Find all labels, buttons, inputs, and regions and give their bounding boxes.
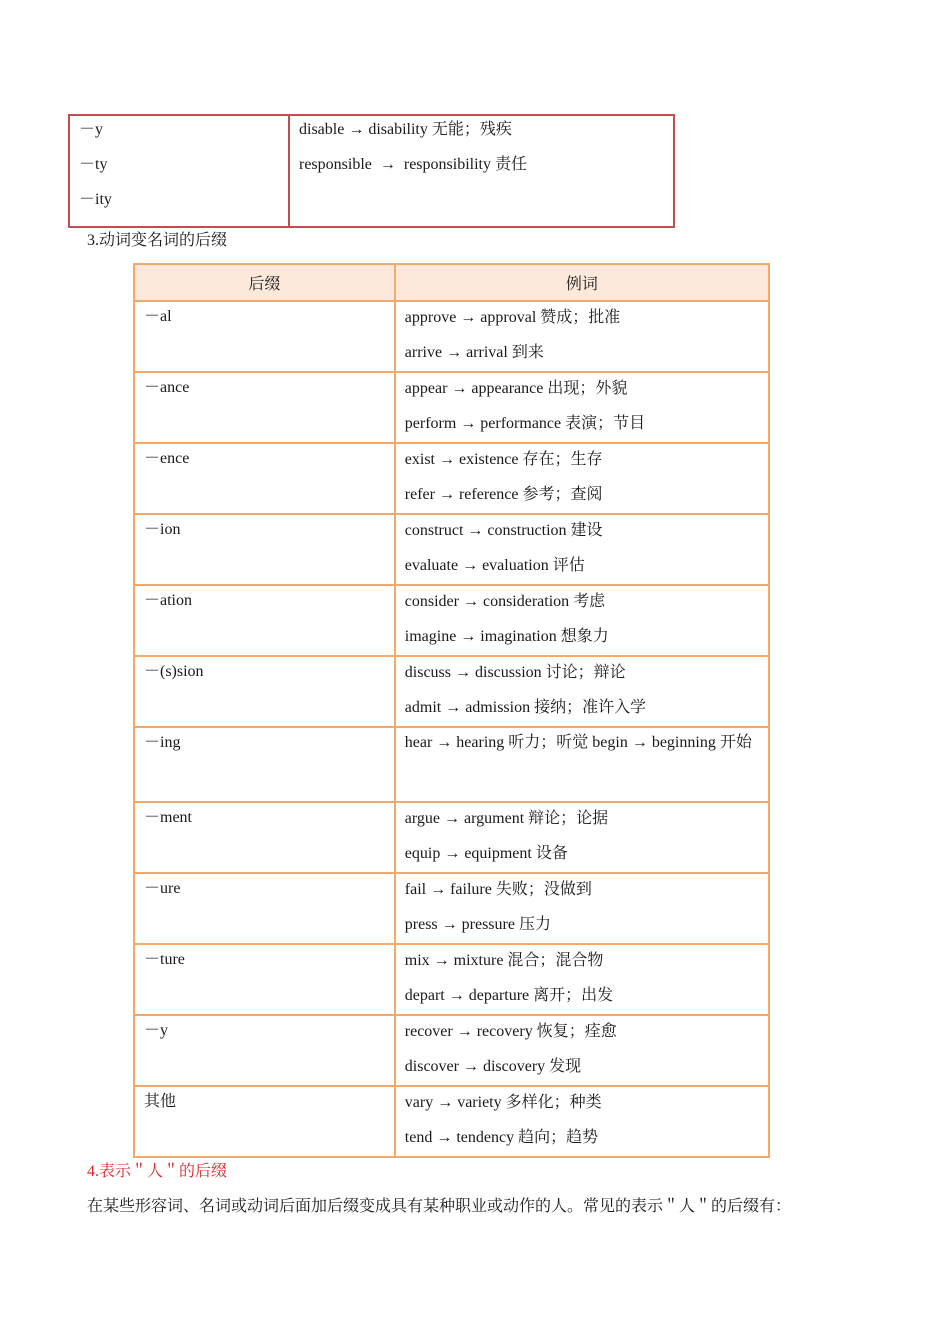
section-3-heading: 3.动词变名词的后缀	[87, 232, 228, 249]
suffix-cell	[134, 1015, 395, 1086]
table-row	[134, 372, 769, 443]
table-row	[134, 443, 769, 514]
example-item: recover → recovery 恢复；痊愈	[404, 1023, 617, 1040]
suffix-cell	[69, 115, 289, 227]
example-item: exist → existence 存在；生存	[404, 451, 603, 468]
example-cell	[395, 514, 769, 585]
suffix-table-continued	[68, 114, 675, 228]
suffix-label: －ture	[144, 951, 185, 968]
example-item: argue → argument 辩论；论据	[404, 810, 609, 827]
table-row	[134, 1015, 769, 1086]
table-row	[134, 514, 769, 585]
example-item: consider → consideration 考虑	[404, 593, 606, 610]
suffix-label: －ment	[144, 809, 192, 826]
example-item: hear → hearing 听力；听觉 begin → beginning 开始	[404, 734, 752, 751]
example-item: fail → failure 失败；没做到	[404, 881, 592, 898]
example-cell	[395, 1015, 769, 1086]
example-item: tend → tendency 趋向；趋势	[404, 1129, 599, 1146]
example-item: discuss → discussion 讨论；辩论	[404, 664, 626, 681]
suffix-cell	[134, 585, 395, 656]
example-item: vary → variety 多样化；种类	[404, 1094, 602, 1111]
example-cell	[395, 1086, 769, 1157]
suffix-label: －al	[144, 308, 172, 325]
suffix-item: －ty	[79, 156, 108, 173]
table-row	[134, 656, 769, 727]
example-cell	[395, 656, 769, 727]
example-item: depart → departure 离开；出发	[404, 987, 614, 1004]
suffix-cell	[134, 443, 395, 514]
example-item: responsible → responsibility 责任	[299, 156, 527, 173]
table-row	[134, 944, 769, 1015]
example-cell	[395, 585, 769, 656]
example-cell	[395, 727, 769, 802]
suffix-label: －y	[144, 1022, 169, 1039]
suffix-label: －ure	[144, 880, 181, 897]
example-item: perform → performance 表演；节目	[404, 415, 646, 432]
suffix-label: －ance	[144, 379, 190, 396]
column-header-examples: 例词	[395, 264, 769, 301]
suffix-label: －(s)sion	[144, 663, 204, 680]
suffix-label: －ion	[144, 521, 181, 538]
table-row	[134, 802, 769, 873]
column-header-suffix: 后缀	[134, 264, 395, 301]
suffix-cell	[134, 372, 395, 443]
suffix-cell	[134, 656, 395, 727]
example-item: arrive → arrival 到来	[404, 344, 544, 361]
suffix-cell	[134, 301, 395, 372]
example-item: press → pressure 压力	[404, 916, 551, 933]
example-item: refer → reference 参考；查阅	[404, 486, 603, 503]
table-row	[134, 873, 769, 944]
suffix-label: －ation	[144, 592, 192, 609]
suffix-cell	[134, 873, 395, 944]
table-row	[134, 301, 769, 372]
table-row	[134, 1086, 769, 1157]
example-item: evaluate → evaluation 评估	[404, 557, 585, 574]
example-item: disable → disability 无能；残疾	[299, 121, 512, 138]
suffix-label: －ence	[144, 450, 190, 467]
example-item: appear → appearance 出现；外貌	[404, 380, 628, 397]
example-cell	[289, 115, 674, 227]
suffix-cell	[134, 944, 395, 1015]
table-row	[134, 585, 769, 656]
example-item: discover → discovery 发现	[404, 1058, 582, 1075]
example-item: mix → mixture 混合；混合物	[404, 952, 604, 969]
suffix-item: －y	[79, 121, 104, 138]
example-cell	[395, 802, 769, 873]
suffix-cell	[134, 727, 395, 802]
example-cell	[395, 873, 769, 944]
suffix-label: －ing	[144, 734, 181, 751]
suffix-item: －ity	[79, 191, 112, 208]
example-item: approve → approval 赞成；批准	[404, 309, 621, 326]
example-cell	[395, 443, 769, 514]
example-item: imagine → imagination 想象力	[404, 628, 609, 645]
section-4-heading: 4.表示＂人＂的后缀	[87, 1163, 228, 1180]
suffix-label: 其他	[144, 1093, 177, 1110]
example-item: admit → admission 接纳；准许入学	[404, 699, 647, 716]
example-cell	[395, 301, 769, 372]
suffix-cell	[134, 802, 395, 873]
table-row	[134, 727, 769, 802]
verb-to-noun-suffix-table	[133, 263, 770, 1158]
example-cell	[395, 372, 769, 443]
example-item: construct → construction 建设	[404, 522, 603, 539]
suffix-cell	[134, 514, 395, 585]
suffix-cell	[134, 1086, 395, 1157]
section-4-text: 在某些形容词、名词或动词后面加后缀变成具有某种职业或动作的人。常见的表示＂人＂的后缀有：	[87, 1198, 792, 1215]
example-cell	[395, 944, 769, 1015]
example-item: equip → equipment 设备	[404, 845, 568, 862]
